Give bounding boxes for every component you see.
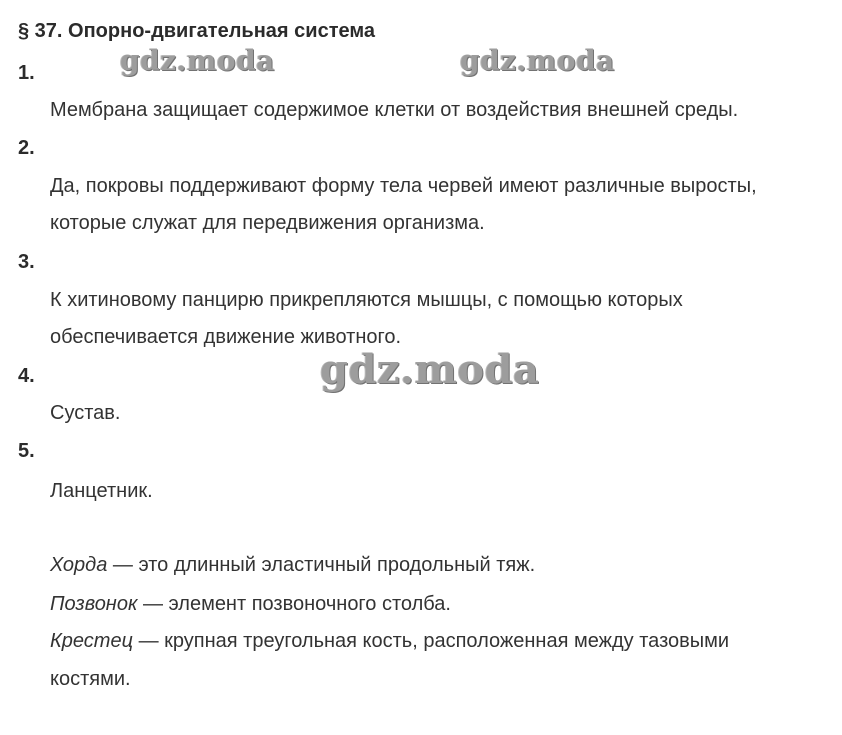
answer-number-4: 4. xyxy=(18,365,35,387)
watermark-top-right: gdz.moda xyxy=(460,44,615,77)
answer-text-2-line-2: которые служат для передвижения организма. xyxy=(50,212,485,234)
definition-3 xyxy=(50,630,729,653)
definition-3-continuation: костями. xyxy=(50,668,131,690)
answer-text-5: Ланцетник. xyxy=(50,480,153,502)
definition-term: Позвонок xyxy=(50,593,138,615)
answer-number-2: 2. xyxy=(18,137,35,159)
answer-text-3-line-1: К хитиновому панцирю прикрепляются мышцы, с помощью которых xyxy=(50,289,683,311)
watermark-center: gdz.moda xyxy=(320,346,540,393)
definition-1 xyxy=(50,554,535,577)
answer-number-3: 3. xyxy=(18,251,35,273)
definition-text: — крупная треугольная кость, расположенная между тазовыми xyxy=(133,630,730,652)
page-title: § 37. Опорно-двигательная система xyxy=(18,20,376,42)
answer-text-3-line-2: обеспечивается движение животного. xyxy=(50,326,402,348)
answer-text-4: Сустав. xyxy=(50,402,121,424)
definition-term: Крестец xyxy=(50,630,134,652)
definition-text: — элемент позвоночного столба. xyxy=(137,593,451,615)
definition-text: — это длинный эластичный продольный тяж. xyxy=(107,554,536,576)
definition-2 xyxy=(50,593,451,616)
answer-text-2-line-1: Да, покровы поддерживают форму тела червей имеют различные выросты, xyxy=(50,175,757,197)
answer-number-5: 5. xyxy=(18,440,35,462)
answer-number-1: 1. xyxy=(18,62,35,84)
definition-term: Хорда xyxy=(50,554,108,576)
answer-text-1: Мембрана защищает содержимое клетки от воздействия внешней среды. xyxy=(50,99,739,121)
watermark-top-left: gdz.moda xyxy=(120,44,275,77)
